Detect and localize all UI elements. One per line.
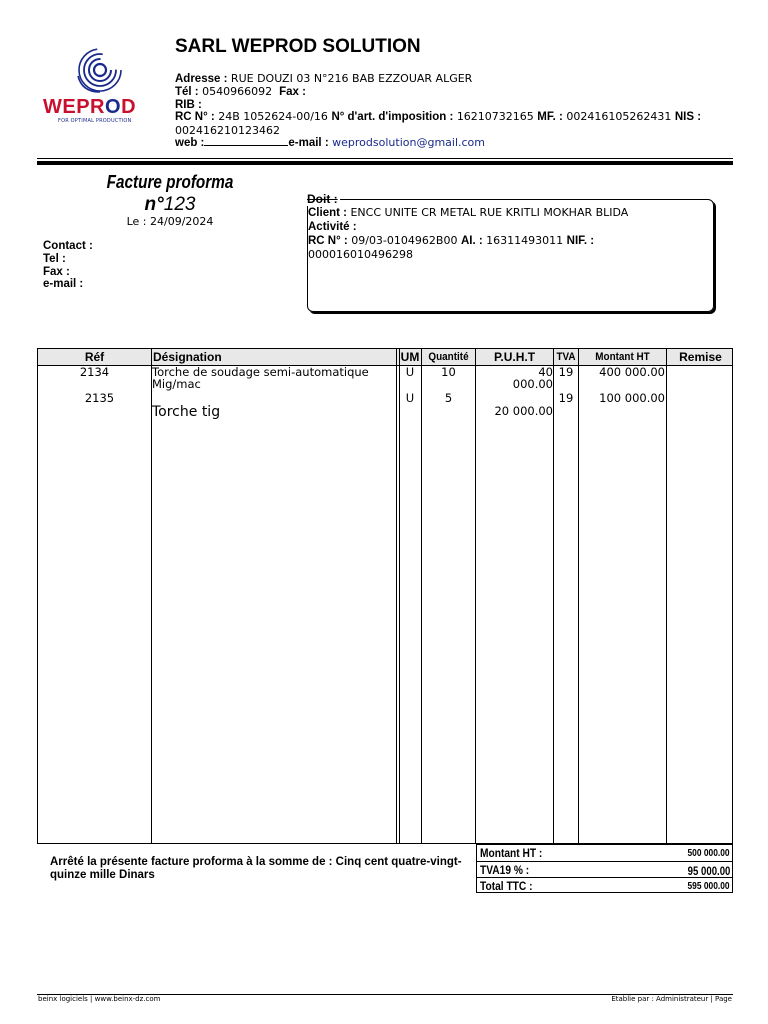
email-label: e-mail : bbox=[43, 278, 84, 291]
company-phone-line bbox=[175, 85, 306, 99]
client-ai-value: 16311493011 bbox=[486, 234, 564, 247]
header-um: UM bbox=[400, 350, 420, 364]
row1-ref: 2134 bbox=[79, 365, 110, 379]
client-label: Client : bbox=[308, 207, 347, 219]
total-tva-label: TVA19 % : bbox=[480, 863, 530, 877]
document-date bbox=[70, 215, 270, 228]
row1-quantity: 10 bbox=[441, 365, 456, 379]
row2-um: U bbox=[405, 391, 415, 405]
date-label: Le : bbox=[126, 215, 147, 228]
company-registration-line bbox=[175, 110, 735, 137]
total-ttc-value: 595 000.00 bbox=[687, 880, 730, 892]
email-value[interactable]: weprodsolution@gmail.com bbox=[332, 136, 485, 149]
contact-block bbox=[43, 240, 93, 291]
header-tva: TVA bbox=[556, 351, 576, 363]
total-ht-value: 500 000.00 bbox=[687, 847, 730, 859]
company-name: SARL WEPROD SOLUTION bbox=[175, 36, 421, 57]
logo-tagline: FOR OPTIMAL PRODUCTION bbox=[58, 118, 132, 124]
activity-label: Activité : bbox=[308, 221, 357, 233]
row2-puht: 20 000.00 bbox=[494, 404, 553, 418]
items-table bbox=[37, 348, 733, 844]
column-divider bbox=[475, 349, 476, 843]
column-divider bbox=[396, 349, 397, 843]
mf-label: MF. : bbox=[537, 111, 563, 123]
row2-quantity: 5 bbox=[444, 391, 453, 405]
contact-label: Contact : bbox=[43, 240, 93, 252]
footer-right: Etablie par : Administrateur | Page bbox=[611, 995, 732, 1003]
row2-montant: 100 000.00 bbox=[599, 391, 665, 405]
row2-tva: 19 bbox=[558, 391, 574, 405]
tel-label: Tel : bbox=[43, 252, 66, 265]
total-ht-label: Montant HT : bbox=[480, 846, 543, 860]
totals-box bbox=[476, 844, 733, 893]
company-web-line bbox=[175, 136, 485, 150]
address-value: RUE DOUZI 03 N°216 BAB EZZOUAR ALGER bbox=[230, 72, 473, 85]
client-rc-label: RC N° : bbox=[308, 235, 348, 247]
client-ai-label: AI. : bbox=[460, 235, 483, 247]
total-ttc-label: Total TTC : bbox=[480, 879, 533, 893]
header-quantity: Quantité bbox=[428, 351, 469, 363]
column-divider bbox=[421, 349, 422, 843]
fax-label: Fax : bbox=[43, 265, 70, 278]
nai-label: N° d'art. d'imposition : bbox=[331, 111, 454, 123]
date-value: 24/09/2024 bbox=[150, 215, 214, 228]
header-montant: Montant HT bbox=[595, 351, 650, 363]
total-ttc-row bbox=[477, 877, 732, 893]
rc-label: RC N° : bbox=[175, 111, 215, 123]
total-ht-row bbox=[477, 845, 732, 861]
row2-ref: 2135 bbox=[84, 391, 115, 405]
number-value: 123 bbox=[163, 194, 196, 215]
logo-rings-icon bbox=[40, 44, 162, 100]
document-title: Facture proforma bbox=[106, 172, 234, 192]
header-designation: Désignation bbox=[153, 350, 222, 364]
column-divider bbox=[666, 349, 667, 843]
client-value: ENCC UNITE CR METAL RUE KRITLI MOKHAR BLIDA bbox=[350, 206, 629, 219]
column-divider bbox=[151, 349, 152, 843]
row1-puht-line2: 000.00 bbox=[512, 377, 553, 391]
client-nif-value: 000016010496298 bbox=[308, 248, 413, 261]
nai-value: 16210732165 bbox=[456, 110, 534, 123]
web-blank bbox=[204, 137, 288, 146]
nis-label: NIS : bbox=[674, 111, 702, 123]
header-divider-thick bbox=[37, 161, 733, 165]
address-label: Adresse : bbox=[175, 73, 228, 85]
phone-label: Tél : bbox=[175, 86, 199, 98]
fax-label: Fax : bbox=[279, 86, 306, 98]
row1-puht-line1: 40 bbox=[538, 365, 553, 379]
company-logo bbox=[40, 44, 162, 128]
wordmark-part: O bbox=[105, 96, 122, 118]
phone-value: 0540966092 bbox=[202, 85, 273, 98]
row1-um: U bbox=[405, 365, 415, 379]
column-divider bbox=[578, 349, 579, 843]
column-divider bbox=[553, 349, 554, 843]
wordmark-part: D bbox=[121, 96, 137, 118]
row2-designation: Torche tig bbox=[152, 404, 221, 420]
rib-label: RIB : bbox=[175, 99, 202, 111]
header-ref: Réf bbox=[84, 350, 105, 364]
row1-montant: 400 000.00 bbox=[599, 365, 665, 379]
amount-in-words: Arrêté la présente facture proforma à la somme de : Cinq cent quatre-vingt-quinze mille Dinars bbox=[50, 856, 462, 881]
rc-value: 24B 1052624-00/16 bbox=[218, 110, 328, 123]
web-label: web : bbox=[175, 137, 205, 149]
header-puht: P.U.H.T bbox=[493, 350, 536, 364]
footer-left: beinx logiciels | www.beinx-dz.com bbox=[38, 995, 161, 1003]
header-remise: Remise bbox=[679, 350, 722, 364]
row1-designation: Torche de soudage semi-automatique Mig/mac bbox=[152, 365, 369, 391]
number-prefix: n° bbox=[144, 194, 164, 215]
client-details bbox=[308, 206, 708, 261]
mf-value: 002416105262431 bbox=[566, 110, 672, 123]
column-divider bbox=[399, 349, 400, 843]
wordmark-part: WEPR bbox=[43, 96, 105, 118]
row1-tva: 19 bbox=[558, 365, 574, 379]
document-number bbox=[70, 194, 270, 216]
client-nif-label: NIF. : bbox=[566, 235, 595, 247]
client-rc-value: 09/03-0104962B00 bbox=[351, 234, 458, 247]
header-divider-thin bbox=[37, 158, 733, 159]
nis-value: 002416210123462 bbox=[175, 124, 280, 137]
doit-label: Doit : bbox=[307, 192, 338, 206]
email-label: e-mail : bbox=[288, 137, 329, 149]
company-address bbox=[175, 72, 472, 86]
logo-wordmark bbox=[43, 96, 136, 119]
total-tva-row bbox=[477, 861, 732, 877]
total-tva-value: 95 000.00 bbox=[687, 864, 730, 878]
